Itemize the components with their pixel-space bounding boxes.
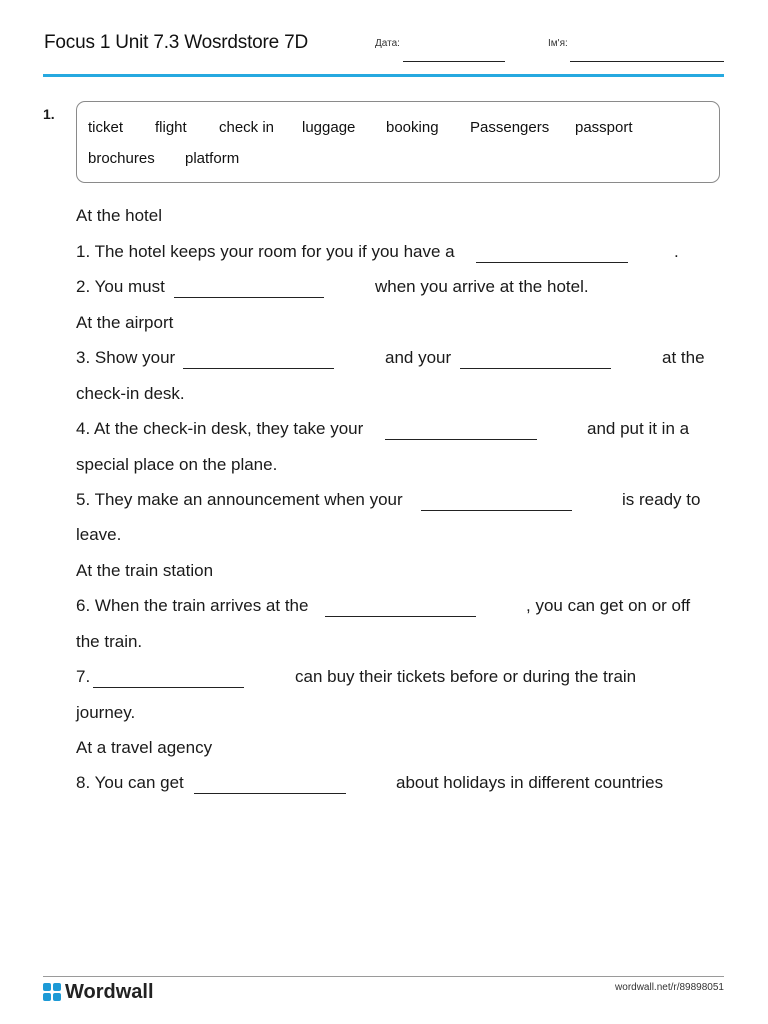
word-bank-item: ticket xyxy=(88,119,124,136)
sentence-5-end: is ready to xyxy=(622,490,701,509)
exercise-number: 1. xyxy=(43,106,55,122)
sentence-2-text: 2. You must xyxy=(76,277,165,296)
footer-divider xyxy=(43,976,724,977)
answer-blank-3b[interactable] xyxy=(460,368,611,369)
sentence-1-text: 1. The hotel keeps your room for you if you have a xyxy=(76,242,455,261)
word-bank-item: Passengers xyxy=(470,119,550,136)
section-heading-agency: At a travel agency xyxy=(76,738,213,757)
header-divider xyxy=(43,74,724,77)
sentence-6-continuation: the train. xyxy=(76,632,143,651)
wordwall-logo xyxy=(43,982,154,1002)
sentence-3-text: 3. Show your xyxy=(76,348,176,367)
sentence-5-continuation: leave. xyxy=(76,525,122,544)
word-bank-item: luggage xyxy=(302,119,356,136)
section-heading-hotel: At the hotel xyxy=(76,206,163,225)
section-heading-train: At the train station xyxy=(76,561,214,580)
footer-url: wordwall.net/r/89898051 xyxy=(615,982,724,993)
answer-blank-1[interactable] xyxy=(476,262,628,263)
word-bank-item: check in xyxy=(219,119,275,136)
name-label: Ім'я: xyxy=(548,38,568,49)
sentence-1-end: . xyxy=(674,242,679,261)
sentence-3-end: at the xyxy=(662,348,705,367)
sentence-8-end: about holidays in different countries xyxy=(396,773,664,792)
word-bank-item: passport xyxy=(575,119,633,136)
worksheet-title: Focus 1 Unit 7.3 Wosrdstore 7D xyxy=(44,32,308,53)
word-bank-item: booking xyxy=(386,119,439,136)
sentence-7-text: 7. xyxy=(76,667,91,686)
section-heading-airport: At the airport xyxy=(76,313,174,332)
word-bank-item: platform xyxy=(185,150,240,167)
word-bank-item: flight xyxy=(155,119,187,136)
sentence-4-text: 4. At the check-in desk, they take your xyxy=(76,419,364,438)
sentence-5-text: 5. They make an announcement when your xyxy=(76,490,403,509)
answer-blank-4[interactable] xyxy=(385,439,537,440)
answer-blank-5[interactable] xyxy=(421,510,572,511)
answer-blank-8[interactable] xyxy=(194,793,346,794)
answer-blank-6[interactable] xyxy=(325,616,476,617)
answer-blank-3a[interactable] xyxy=(183,368,334,369)
name-field[interactable] xyxy=(570,61,724,62)
sentence-6-text: 6. When the train arrives at the xyxy=(76,596,309,615)
sentence-7-end: can buy their tickets before or during the train xyxy=(295,667,637,686)
sentence-3-middle: and your xyxy=(385,348,452,367)
wordwall-logo-text: Wordwall xyxy=(65,980,154,1003)
sentence-2-end: when you arrive at the hotel. xyxy=(375,277,589,296)
sentence-4-end: and put it in a xyxy=(587,419,690,438)
sentence-4-continuation: special place on the plane. xyxy=(76,455,278,474)
date-label: Дата: xyxy=(375,38,400,49)
sentence-8-text: 8. You can get xyxy=(76,773,184,792)
sentence-6-end: , you can get on or off xyxy=(526,596,691,615)
sentence-3-continuation: check-in desk. xyxy=(76,384,185,403)
date-field[interactable] xyxy=(403,61,505,62)
answer-blank-7[interactable] xyxy=(93,687,244,688)
sentence-7-continuation: journey. xyxy=(76,703,136,722)
answer-blank-2[interactable] xyxy=(174,297,324,298)
word-bank xyxy=(76,101,720,183)
word-bank-item: brochures xyxy=(88,150,155,167)
wordwall-logo-icon xyxy=(43,983,61,1001)
